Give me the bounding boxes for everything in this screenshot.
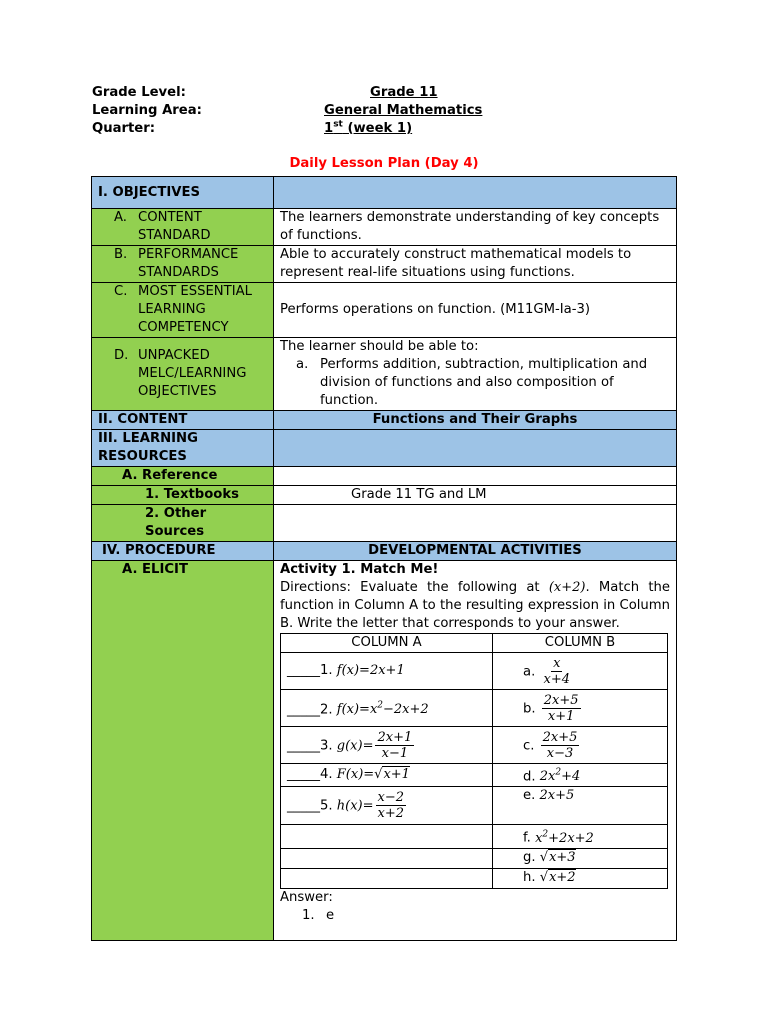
elicit-heading: A. ELICIT <box>92 561 274 941</box>
quarter-label: Quarter: <box>92 121 156 136</box>
unpacked-intro: The learner should be able to: <box>280 339 479 354</box>
column-b-item-h: h. √x+2 <box>493 868 668 888</box>
learning-area-label: Learning Area: <box>92 103 202 118</box>
column-b-item-c: c. $\frac{2x+5}{x-3}$ <box>493 727 668 764</box>
column-a-item-1: _____1. f(x)=2x+1 <box>281 653 493 690</box>
procedure-heading: IV. PROCEDURE <box>92 542 274 561</box>
matching-table <box>280 633 668 889</box>
grade-level-value: Grade 11 <box>370 85 438 100</box>
lesson-plan-table <box>91 176 677 941</box>
elicit-activity: Activity 1. Match Me! Directions: Evaluate the following at (x+2). Match the function in Column A to the resulting expression in Column B. Write the letter that corresponds to your answer. COLUMN A COLUMN B _____1. f(x)=2x+1 a. $\frac{x}{x+4}$ _____2. $f(x)=x^2-2x+2$ b. $\frac{2x+5}{x+1}$ _____3. g(x)= $\frac{2x+1}{x-1}$ c. $\frac{2x+5}{x-3}$ _____4. F(x)=√x+1 d. $2x^2+4$ _____5. h(x)= $\frac{x-2}{x+2}$ e. 2x+5 f. $x^2+2x+2$ g. √x+3 h. √x+2 Answer: 1. e <box>274 561 677 941</box>
performance-standards-cell: B. PERFORMANCE STANDARDS <box>92 246 274 283</box>
content-topic: Functions and Their Graphs <box>274 411 677 430</box>
objectives-blank <box>274 177 677 209</box>
answer-label: Answer: <box>280 889 333 905</box>
reference-blank <box>274 467 677 486</box>
textbooks-text: Grade 11 TG and LM <box>274 486 677 505</box>
textbooks-heading: 1. Textbooks <box>92 486 274 505</box>
column-a-item-2: _____2. $f(x)=x^2-2x+2$ <box>281 690 493 727</box>
learning-resources-heading: III. LEARNING RESOURCES <box>92 430 274 467</box>
unpacked-objectives: The learner should be able to: a. Performs addition, subtraction, multiplication and division of functions and also composition of function. <box>274 338 677 411</box>
column-a-empty-2 <box>281 848 493 868</box>
column-b-item-d: d. $2x^2+4$ <box>493 764 668 787</box>
column-b-item-f: f. $x^2+2x+2$ <box>493 825 668 848</box>
column-b-item-b: b. $\frac{2x+5}{x+1}$ <box>493 690 668 727</box>
column-a-empty-1 <box>281 825 493 848</box>
grade-level-label: Grade Level: <box>92 85 186 100</box>
procedure-text: DEVELOPMENTAL ACTIVITIES <box>274 542 677 561</box>
other-sources-blank <box>274 505 677 542</box>
objective-a: Performs addition, subtraction, multiplication and division of functions and also composition of function. <box>320 357 648 408</box>
column-a-empty-3 <box>281 868 493 888</box>
objectives-heading: I. OBJECTIVES <box>92 177 274 209</box>
column-b-item-e: e. 2x+5 <box>493 787 668 825</box>
learning-resources-blank <box>274 430 677 467</box>
column-a-header: COLUMN A <box>281 634 493 653</box>
reference-heading: A. Reference <box>92 467 274 486</box>
column-b-item-a: a. $\frac{x}{x+4}$ <box>493 653 668 690</box>
content-standard-text: The learners demonstrate understanding of key concepts of functions. <box>274 209 677 246</box>
column-a-item-3: _____3. g(x)= $\frac{2x+1}{x-1}$ <box>281 727 493 764</box>
column-b-item-g: g. √x+3 <box>493 848 668 868</box>
unpacked-cell: D. UNPACKED MELC/LEARNING OBJECTIVES <box>92 338 274 411</box>
column-a-item-5: _____5. h(x)= $\frac{x-2}{x+2}$ <box>281 787 493 825</box>
activity-title: Activity 1. Match Me! <box>280 562 439 577</box>
melc-text: Performs operations on function. (M11GM-Ia-3) <box>274 283 677 338</box>
performance-standards-text: Able to accurately construct mathematical models to represent real-life situations using functions. <box>274 246 677 283</box>
column-b-header: COLUMN B <box>493 634 668 653</box>
other-sources-heading: 2. Other Sources <box>92 505 274 542</box>
content-heading: II. CONTENT <box>92 411 274 430</box>
column-a-item-4: _____4. F(x)=√x+1 <box>281 764 493 787</box>
quarter-value: 1st (week 1) <box>324 119 413 136</box>
activity-directions: Directions: Evaluate the following at (x+2). Match the function in Column A to the resulting expression in Column B. Write the letter that corresponds to your answer. <box>280 580 670 631</box>
page-title: Daily Lesson Plan (Day 4) <box>289 156 479 171</box>
melc-cell: C. MOST ESSENTIAL LEARNING COMPETENCY <box>92 283 274 338</box>
content-standard-cell: A. CONTENT STANDARD <box>92 209 274 246</box>
answer-1: e <box>326 907 335 923</box>
learning-area-value: General Mathematics <box>324 103 483 118</box>
